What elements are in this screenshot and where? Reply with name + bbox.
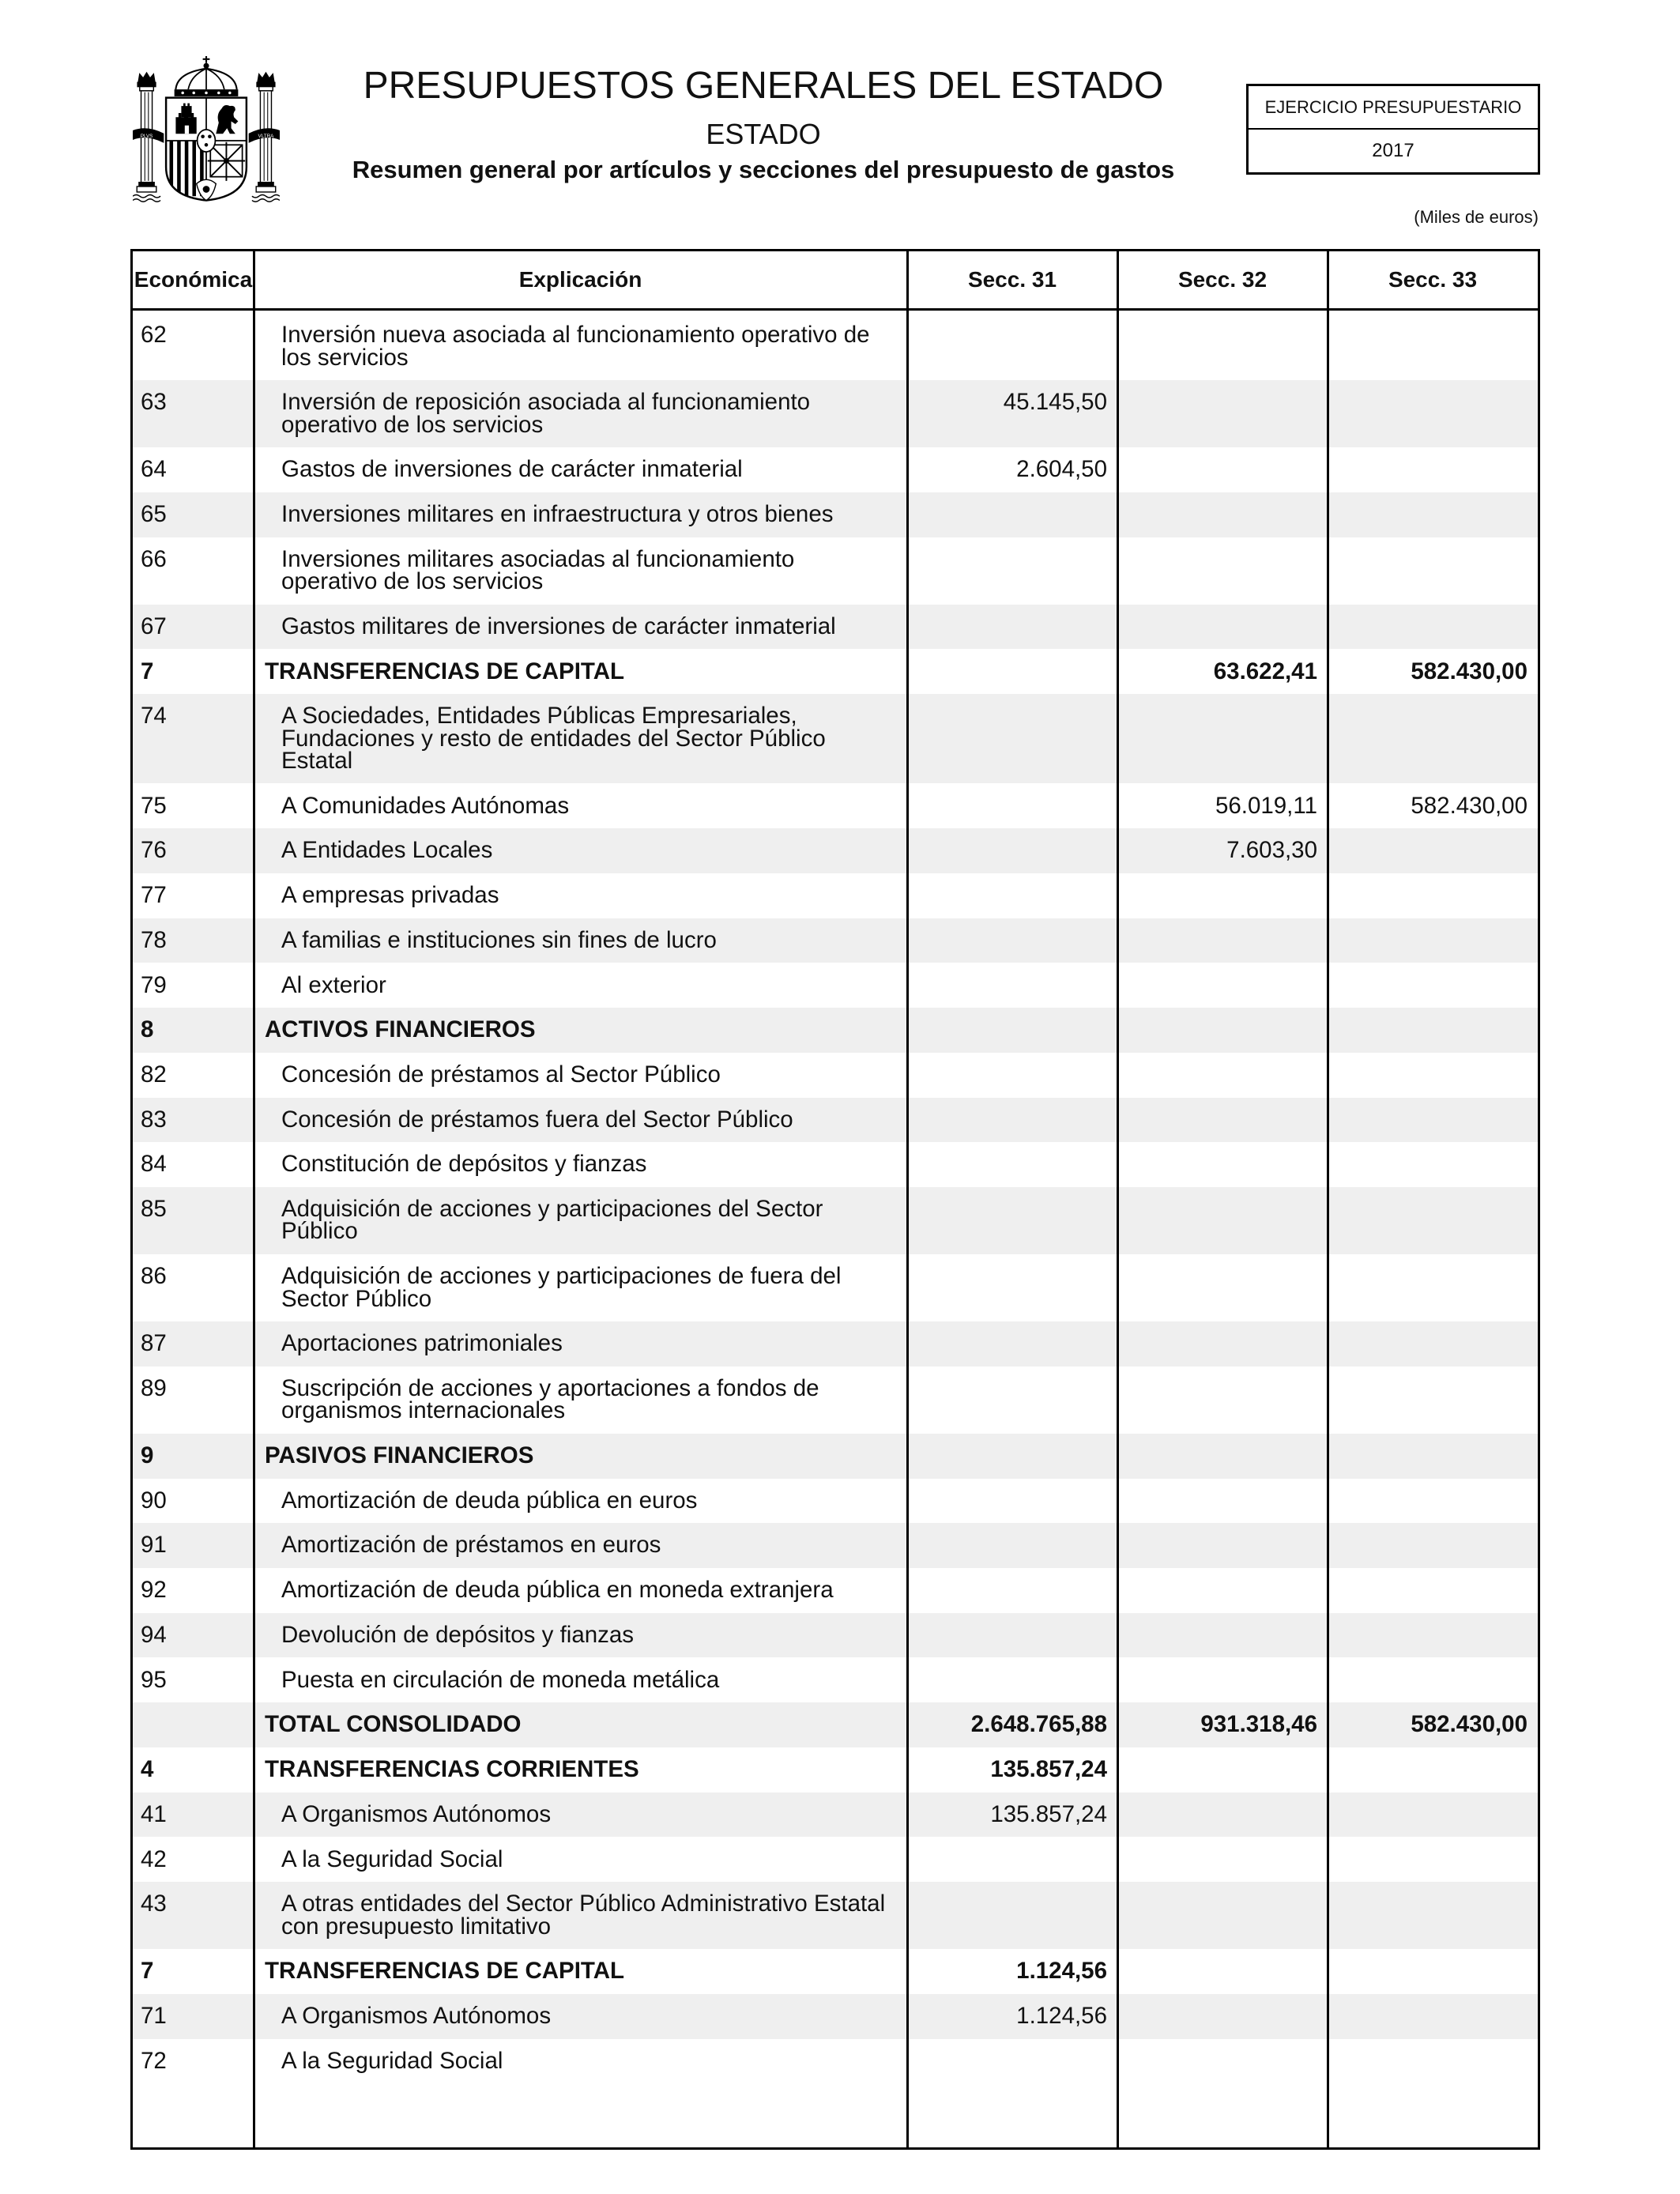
row-code: 91 <box>141 1532 167 1559</box>
row-secc-32-value <box>1117 1254 1328 1321</box>
row-secc-31-value <box>907 1613 1117 1658</box>
budget-table <box>130 249 1540 2150</box>
row-explanation: Gastos militares de inversiones de carácter inmaterial <box>281 613 836 639</box>
row-code: 42 <box>141 1845 167 1872</box>
crown-icon <box>175 56 239 96</box>
row-explanation: Amortización de deuda pública en moneda extranjera <box>281 1577 834 1604</box>
row-explanation: TRANSFERENCIAS CORRIENTES <box>265 1756 639 1783</box>
row-code: 76 <box>141 837 167 864</box>
row-explanation: A otras entidades del Sector Público Administrativo Estatal con presupuesto limitativo <box>281 1891 886 1940</box>
row-secc-33-value <box>1328 605 1538 650</box>
row-code: 7 <box>141 1958 154 1985</box>
row-code: 7 <box>141 658 154 684</box>
row-code: 85 <box>141 1196 167 1223</box>
row-secc-31-value <box>907 918 1117 963</box>
row-secc-31-value: 45.145,50 <box>1003 389 1107 416</box>
row-secc-32-value <box>1117 1053 1328 1098</box>
row-secc-31-value <box>907 873 1117 918</box>
shield-icon <box>166 98 247 201</box>
exercise-box <box>1246 84 1540 175</box>
motto-right: VLTRA <box>258 133 274 139</box>
row-secc-31-value: 1.124,56 <box>1016 2003 1107 2029</box>
row-secc-31-value <box>907 1053 1117 1098</box>
row-secc-32-value: 56.019,11 <box>1215 792 1317 819</box>
coat-of-arms-icon <box>133 56 280 203</box>
row-secc-33-value: 582.430,00 <box>1411 1711 1527 1738</box>
row-secc-31-value <box>907 649 1117 694</box>
row-secc-33-value <box>1328 1187 1538 1254</box>
row-explanation: TOTAL CONSOLIDADO <box>265 1711 522 1738</box>
column-header-secc-32: Secc. 32 <box>1177 267 1268 292</box>
row-secc-32-value <box>1117 1187 1328 1254</box>
row-explanation: Al exterior <box>281 971 386 998</box>
row-code: 86 <box>141 1263 167 1290</box>
row-explanation: A Organismos Autónomos <box>281 1800 552 1827</box>
row-code: 64 <box>141 456 167 483</box>
column-rule <box>906 251 909 2147</box>
row-code: 89 <box>141 1374 167 1401</box>
row-secc-33-value <box>1328 1008 1538 1053</box>
row-secc-31-value: 1.124,56 <box>1016 1958 1107 1985</box>
row-explanation: Inversiones militares asociadas al funcionamiento operativo de los servicios <box>281 545 795 595</box>
row-secc-32-value <box>1117 694 1328 783</box>
page-subtitle: ESTADO <box>706 118 821 150</box>
row-secc-32-value <box>1117 492 1328 537</box>
row-secc-33-value <box>1328 1434 1538 1479</box>
row-secc-32-value <box>1117 918 1328 963</box>
row-explanation: Concesión de préstamos fuera del Sector Público <box>281 1106 793 1133</box>
row-explanation: Inversiones militares en infraestructura y otros bienes <box>281 501 834 528</box>
row-secc-31-value <box>907 1434 1117 1479</box>
row-secc-32-value <box>1117 1367 1328 1434</box>
row-secc-32-value <box>1117 447 1328 492</box>
row-code: 84 <box>141 1151 167 1178</box>
row-secc-31-value <box>907 783 1117 828</box>
row-secc-31-value <box>907 1254 1117 1321</box>
row-secc-32-value <box>1117 1994 1328 2039</box>
row-secc-33-value <box>1328 1568 1538 1613</box>
row-code: 90 <box>141 1487 167 1514</box>
row-explanation: ACTIVOS FINANCIEROS <box>265 1016 536 1043</box>
row-secc-31-value <box>907 1479 1117 1524</box>
row-code: 65 <box>141 501 167 528</box>
row-code: 94 <box>141 1621 167 1648</box>
row-secc-31-value <box>907 1098 1117 1143</box>
row-secc-33-value <box>1328 1367 1538 1434</box>
row-explanation: Inversión de reposición asociada al funcionamiento operativo de los servicios <box>281 389 811 438</box>
row-explanation: A Sociedades, Entidades Públicas Empresariales, Fundaciones y resto de entidades del Sector Público Estatal <box>281 703 826 774</box>
row-secc-31-value: 135.857,24 <box>990 1756 1107 1783</box>
row-secc-32-value <box>1117 1321 1328 1367</box>
row-explanation: Suscripción de acciones y aportaciones a fondos de organismos internacionales <box>281 1374 819 1424</box>
row-secc-33-value <box>1328 918 1538 963</box>
row-secc-31-value <box>907 537 1117 605</box>
row-explanation: TRANSFERENCIAS DE CAPITAL <box>265 658 625 684</box>
row-secc-31-value <box>907 2039 1117 2084</box>
page-title: PRESUPUESTOS GENERALES DEL ESTADO <box>363 65 1164 107</box>
row-code: 75 <box>141 792 167 819</box>
row-secc-32-value <box>1117 1098 1328 1143</box>
row-secc-31-value <box>907 1568 1117 1613</box>
row-secc-32-value <box>1117 1657 1328 1702</box>
row-secc-31-value <box>907 1008 1117 1053</box>
row-secc-33-value <box>1328 963 1538 1008</box>
motto-left: PLVS <box>140 133 153 139</box>
exercise-label: EJERCICIO PRESUPUESTARIO <box>1249 86 1538 130</box>
row-secc-32-value <box>1117 1793 1328 1838</box>
row-code: 62 <box>141 322 167 349</box>
row-secc-31-value <box>907 1523 1117 1568</box>
row-secc-32-value <box>1117 1837 1328 1882</box>
row-secc-32-value <box>1117 873 1328 918</box>
column-header-economica: Económica <box>134 267 253 292</box>
row-explanation: Amortización de deuda pública en euros <box>281 1487 698 1514</box>
row-explanation: Constitución de depósitos y fianzas <box>281 1151 647 1178</box>
row-secc-32-value <box>1117 1949 1328 1994</box>
row-code: 77 <box>141 882 167 909</box>
row-code: 92 <box>141 1577 167 1604</box>
row-code: 41 <box>141 1800 167 1827</box>
row-secc-33-value <box>1328 694 1538 783</box>
row-explanation: A Organismos Autónomos <box>281 2003 552 2029</box>
row-explanation: A familias e instituciones sin fines de lucro <box>281 926 717 953</box>
row-explanation: PASIVOS FINANCIEROS <box>265 1442 534 1469</box>
row-secc-31-value <box>907 1882 1117 1949</box>
row-secc-33-value <box>1328 1479 1538 1524</box>
row-secc-32-value <box>1117 1142 1328 1187</box>
column-header-explicacion: Explicación <box>518 267 642 292</box>
row-secc-31-value <box>907 1142 1117 1187</box>
row-secc-33-value <box>1328 1747 1538 1793</box>
column-rule <box>1117 251 1119 2147</box>
column-header-secc-31: Secc. 31 <box>967 267 1057 292</box>
row-secc-33-value <box>1328 1142 1538 1187</box>
row-explanation: Gastos de inversiones de carácter inmaterial <box>281 456 743 483</box>
row-explanation: A la Seguridad Social <box>281 1845 503 1872</box>
row-code: 87 <box>141 1330 167 1357</box>
row-explanation: Aportaciones patrimoniales <box>281 1330 563 1357</box>
row-code: 82 <box>141 1061 167 1088</box>
row-secc-32-value <box>1117 313 1328 380</box>
row-secc-33-value <box>1328 447 1538 492</box>
exercise-year: 2017 <box>1372 140 1414 161</box>
row-code: 63 <box>141 389 167 416</box>
row-explanation: A Comunidades Autónomas <box>281 792 570 819</box>
row-secc-33-value <box>1328 1793 1538 1838</box>
row-explanation: TRANSFERENCIAS DE CAPITAL <box>265 1958 625 1985</box>
row-secc-31-value <box>907 1187 1117 1254</box>
row-secc-33-value <box>1328 537 1538 605</box>
row-secc-32-value <box>1117 2039 1328 2084</box>
row-code: 8 <box>141 1016 154 1043</box>
row-secc-33-value <box>1328 1613 1538 1658</box>
row-secc-32-value: 931.318,46 <box>1200 1711 1317 1738</box>
row-secc-32-value <box>1117 1882 1328 1949</box>
row-secc-32-value <box>1117 1613 1328 1658</box>
row-code: 72 <box>141 2047 167 2074</box>
row-code: 95 <box>141 1666 167 1693</box>
row-secc-31-value <box>907 1657 1117 1702</box>
row-secc-32-value <box>1117 380 1328 447</box>
row-secc-31-value <box>907 492 1117 537</box>
row-secc-32-value <box>1117 1523 1328 1568</box>
row-secc-31-value: 2.604,50 <box>1016 456 1107 483</box>
column-rule <box>253 251 255 2147</box>
row-explanation: A empresas privadas <box>281 882 499 909</box>
row-secc-33-value <box>1328 1053 1538 1098</box>
row-explanation: Devolución de depósitos y fianzas <box>281 1621 635 1648</box>
row-secc-31-value <box>907 313 1117 380</box>
row-secc-33-value <box>1328 1994 1538 2039</box>
row-secc-32-value <box>1117 963 1328 1008</box>
row-code: 79 <box>141 971 167 998</box>
row-explanation: Puesta en circulación de moneda metálica <box>281 1666 720 1693</box>
row-secc-31-value: 135.857,24 <box>990 1800 1107 1827</box>
row-explanation: Adquisición de acciones y participaciones del Sector Público <box>281 1196 823 1245</box>
row-secc-33-value <box>1328 1882 1538 1949</box>
row-secc-31-value: 2.648.765,88 <box>970 1711 1107 1738</box>
row-explanation: Inversión nueva asociada al funcionamiento operativo de los servicios <box>281 322 870 371</box>
row-explanation: A la Seguridad Social <box>281 2047 503 2074</box>
row-code: 66 <box>141 545 167 572</box>
row-secc-32-value <box>1117 1008 1328 1053</box>
row-secc-33-value <box>1328 1949 1538 1994</box>
page-description: Resumen general por artículos y secciones del presupuesto de gastos <box>352 156 1175 183</box>
row-secc-33-value <box>1328 1657 1538 1702</box>
row-code: 83 <box>141 1106 167 1133</box>
row-secc-33-value <box>1328 873 1538 918</box>
row-secc-32-value <box>1117 605 1328 650</box>
row-secc-33-value <box>1328 1254 1538 1321</box>
units-note: (Miles de euros) <box>1414 207 1539 227</box>
row-code <box>133 1702 254 1747</box>
row-secc-33-value <box>1328 1523 1538 1568</box>
row-secc-32-value: 63.622,41 <box>1213 658 1317 684</box>
row-secc-33-value <box>1328 2039 1538 2084</box>
row-code: 4 <box>141 1756 154 1783</box>
row-secc-32-value <box>1117 537 1328 605</box>
row-code: 9 <box>141 1442 154 1469</box>
row-secc-33-value <box>1328 1837 1538 1882</box>
row-secc-33-value <box>1328 1321 1538 1367</box>
row-code: 71 <box>141 2003 167 2029</box>
row-secc-33-value <box>1328 313 1538 380</box>
column-header-secc-33: Secc. 33 <box>1388 267 1478 292</box>
row-secc-31-value <box>907 828 1117 873</box>
row-secc-33-value: 582.430,00 <box>1411 658 1527 684</box>
row-code: 43 <box>141 1891 167 1917</box>
row-explanation: Amortización de préstamos en euros <box>281 1532 661 1559</box>
row-explanation: Concesión de préstamos al Sector Público <box>281 1061 721 1088</box>
row-secc-32-value: 7.603,30 <box>1226 837 1317 864</box>
row-secc-33-value: 582.430,00 <box>1411 792 1527 819</box>
row-secc-32-value <box>1117 1434 1328 1479</box>
row-secc-32-value <box>1117 1479 1328 1524</box>
row-secc-31-value <box>907 963 1117 1008</box>
row-secc-31-value <box>907 694 1117 783</box>
row-explanation: A Entidades Locales <box>281 837 493 864</box>
row-secc-32-value <box>1117 1747 1328 1793</box>
row-code: 67 <box>141 613 167 639</box>
row-secc-33-value <box>1328 380 1538 447</box>
row-code: 78 <box>141 926 167 953</box>
row-secc-33-value <box>1328 1098 1538 1143</box>
row-secc-31-value <box>907 1837 1117 1882</box>
row-secc-33-value <box>1328 828 1538 873</box>
row-secc-31-value <box>907 1321 1117 1367</box>
row-explanation: Adquisición de acciones y participaciones de fuera del Sector Público <box>281 1263 842 1312</box>
row-secc-33-value <box>1328 492 1538 537</box>
column-rule <box>1327 251 1329 2147</box>
row-secc-32-value <box>1117 1568 1328 1613</box>
row-code: 74 <box>141 703 167 729</box>
row-secc-31-value <box>907 605 1117 650</box>
row-secc-31-value <box>907 1367 1117 1434</box>
